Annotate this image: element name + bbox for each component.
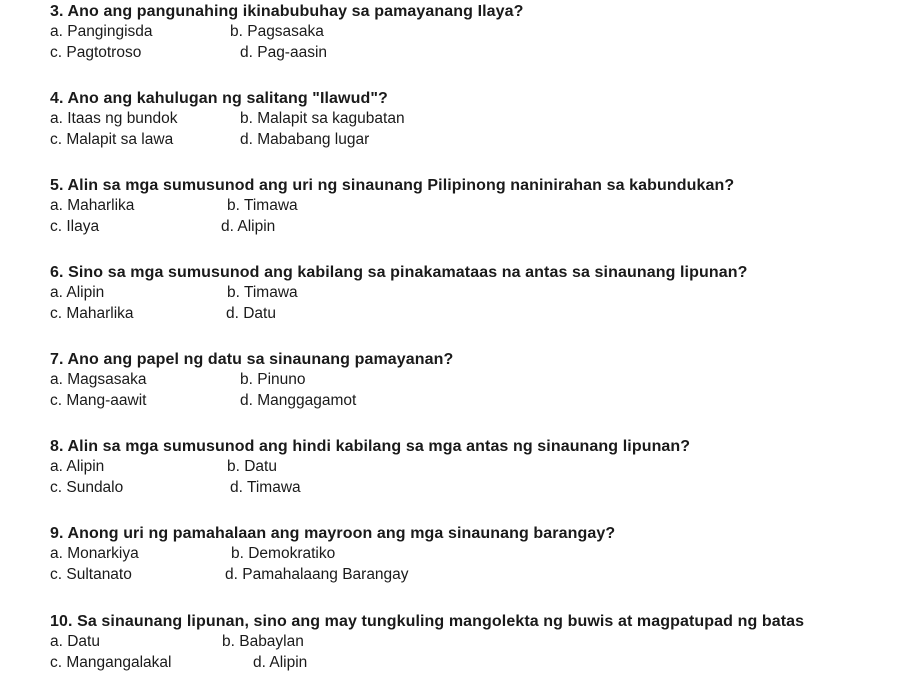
- choice-c: c. Malapit sa lawa: [50, 131, 174, 148]
- choice-b: b. Pagsasaka: [230, 23, 324, 40]
- choice-a: a. Alipin: [50, 284, 105, 301]
- choice-row: [50, 282, 907, 303]
- question-text: 6. Sino sa mga sumusunod ang kabilang sa pinakamataas na antas sa sinaunang lipunan?: [50, 264, 748, 281]
- choice-row: [50, 543, 907, 564]
- question-text: 4. Ano ang kahulugan ng salitang "Ilawud"?: [50, 90, 388, 107]
- choice-row: [50, 195, 907, 216]
- question-text: 7. Ano ang papel ng datu sa sinaunang pamayanan?: [50, 351, 454, 368]
- choice-row: [50, 631, 907, 652]
- choice-d: d. Mababang lugar: [240, 131, 370, 148]
- choice-row: [50, 652, 907, 673]
- choice-row: [50, 369, 907, 390]
- choice-b: b. Timawa: [227, 197, 298, 214]
- question-block: [50, 263, 907, 324]
- choice-b: b. Timawa: [227, 284, 298, 301]
- choice-d: d. Alipin: [253, 654, 308, 671]
- choice-d: d. Pamahalaang Barangay: [225, 566, 409, 583]
- question-text: 10. Sa sinaunang lipunan, sino ang may tungkuling mangolekta ng buwis at magpatupad ng batas: [50, 613, 805, 630]
- question-text: 9. Anong uri ng pamahalaan ang mayroon ang mga sinaunang barangay?: [50, 525, 616, 542]
- choice-b: b. Demokratiko: [231, 545, 336, 562]
- choice-d: d. Timawa: [230, 479, 301, 496]
- question-block: [50, 524, 907, 585]
- choice-d: d. Alipin: [221, 218, 276, 235]
- choice-row: [50, 390, 907, 411]
- choice-row: [50, 21, 907, 42]
- choice-row: [50, 477, 907, 498]
- choice-d: d. Manggagamot: [240, 392, 357, 409]
- choice-c: c. Pagtotroso: [50, 44, 142, 61]
- choice-d: d. Pag-aasin: [240, 44, 328, 61]
- choice-row: [50, 456, 907, 477]
- choice-row: [50, 216, 907, 237]
- choice-a: a. Magsasaka: [50, 371, 147, 388]
- choice-b: b. Pinuno: [240, 371, 306, 388]
- choice-c: c. Sundalo: [50, 479, 124, 496]
- choice-b: b. Malapit sa kagubatan: [240, 110, 405, 127]
- choice-d: d. Datu: [226, 305, 276, 322]
- choice-row: [50, 303, 907, 324]
- choice-c: c. Sultanato: [50, 566, 132, 583]
- question-block: [50, 350, 907, 411]
- question-text: 8. Alin sa mga sumusunod ang hindi kabilang sa mga antas ng sinaunang lipunan?: [50, 438, 691, 455]
- choice-c: c. Mangangalakal: [50, 654, 172, 671]
- choice-c: c. Maharlika: [50, 305, 134, 322]
- choice-row: [50, 564, 907, 585]
- question-block: [50, 437, 907, 498]
- choice-c: c. Ilaya: [50, 218, 100, 235]
- choice-row: [50, 42, 907, 63]
- choice-b: b. Datu: [227, 458, 277, 475]
- choice-b: b. Babaylan: [222, 633, 304, 650]
- choice-a: a. Monarkiya: [50, 545, 139, 562]
- choice-c: c. Mang-aawit: [50, 392, 147, 409]
- choice-a: a. Pangingisda: [50, 23, 153, 40]
- choice-a: a. Itaas ng bundok: [50, 110, 178, 127]
- choice-a: a. Maharlika: [50, 197, 135, 214]
- question-text: 3. Ano ang pangunahing ikinabubuhay sa pamayanang Ilaya?: [50, 3, 524, 20]
- choice-a: a. Datu: [50, 633, 100, 650]
- choice-row: [50, 108, 907, 129]
- choice-row: [50, 129, 907, 150]
- question-block: [50, 89, 907, 150]
- question-block: [50, 176, 907, 237]
- question-block: [50, 2, 907, 63]
- question-block: [50, 612, 907, 673]
- question-text: 5. Alin sa mga sumusunod ang uri ng sinaunang Pilipinong naninirahan sa kabundukan?: [50, 177, 735, 194]
- choice-a: a. Alipin: [50, 458, 105, 475]
